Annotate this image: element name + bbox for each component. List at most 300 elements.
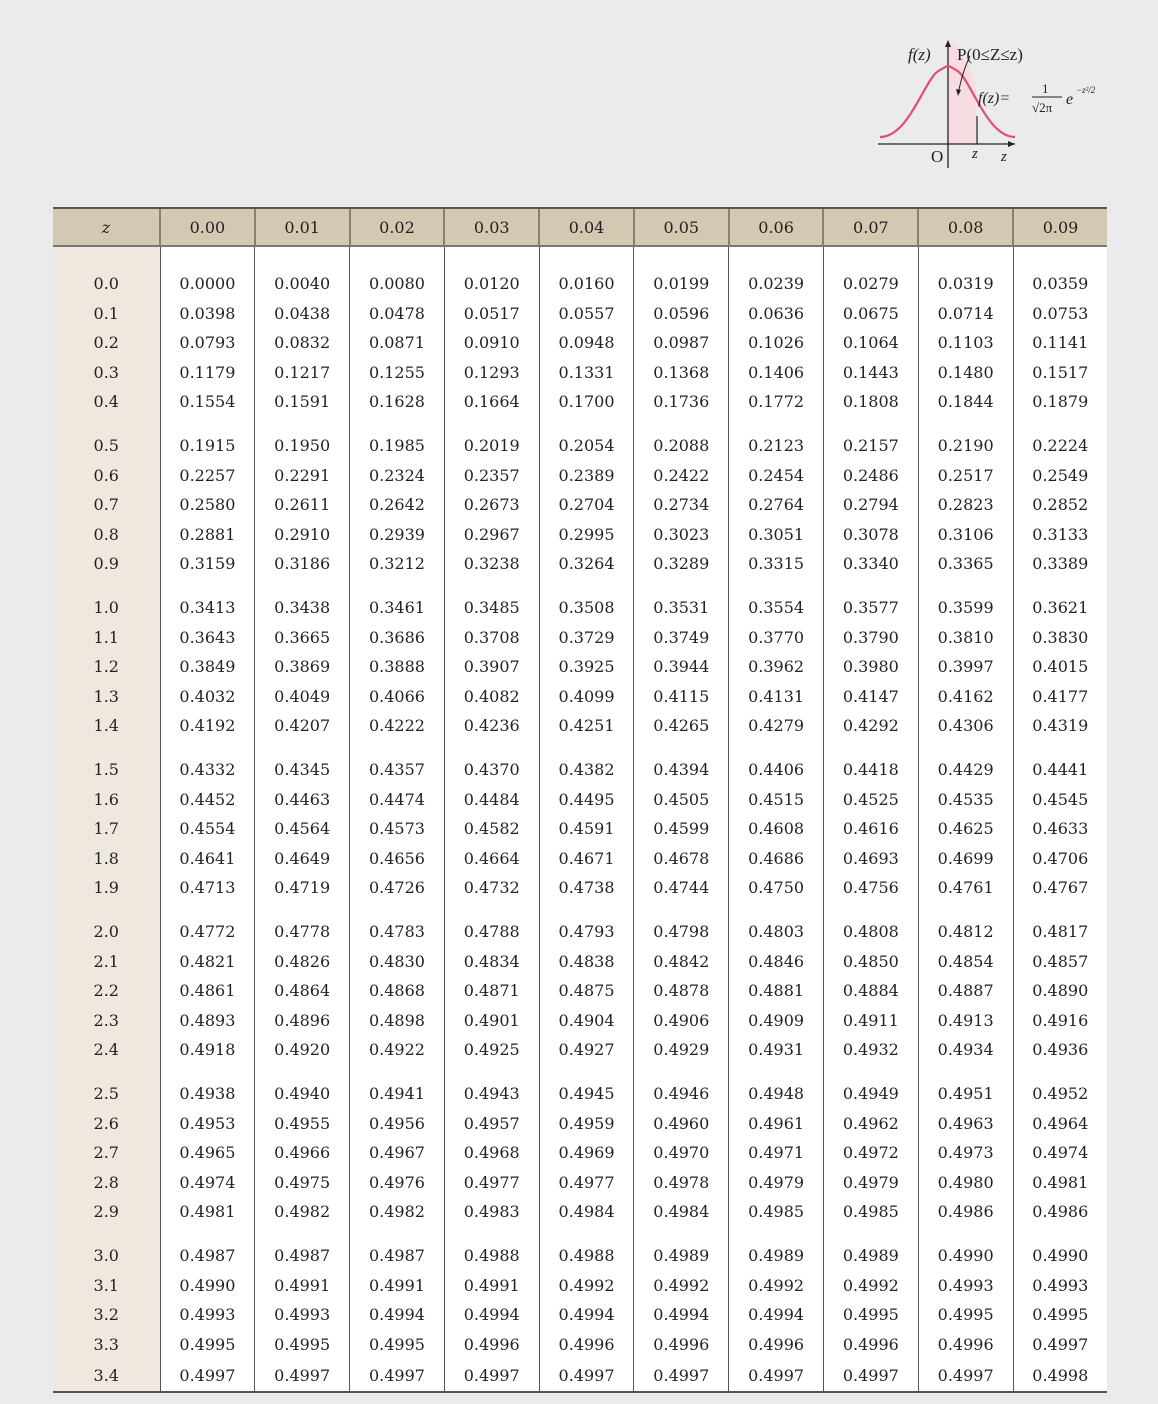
probability-cell: 0.4357 [350,755,445,785]
probability-cell: 0.4265 [634,711,729,741]
probability-cell: 0.4997 [729,1359,824,1392]
probability-cell: 0.4750 [729,873,824,903]
z-value-cell: 2.8 [53,1168,160,1198]
probability-cell: 0.4115 [634,682,729,712]
probability-cell: 0.1628 [350,387,445,417]
probability-cell: 0.4608 [729,814,824,844]
probability-cell: 0.4382 [539,755,634,785]
z-value-cell: 1.3 [53,682,160,712]
probability-cell: 0.1443 [823,358,918,388]
table-row [53,593,1107,623]
table-row [53,1241,1107,1271]
spacer-cell [1013,741,1107,756]
spacer-cell [255,741,350,756]
probability-cell: 0.0714 [918,299,1013,329]
probability-cell: 0.1517 [1013,358,1107,388]
probability-cell: 0.1179 [160,358,255,388]
probability-cell: 0.3749 [634,623,729,653]
spacer-cell [1013,417,1107,432]
z-value-cell: 2.4 [53,1035,160,1065]
z-value-cell: 0.5 [53,431,160,461]
probability-cell: 0.4633 [1013,814,1107,844]
probability-label: P(0≤Z≤z) [957,45,1023,64]
z-value-cell: 0.2 [53,328,160,358]
spacer-cell [53,1227,160,1242]
probability-cell: 0.4981 [160,1197,255,1227]
probability-cell: 0.1736 [634,387,729,417]
probability-cell: 0.4985 [729,1197,824,1227]
probability-cell: 0.3413 [160,593,255,623]
probability-cell: 0.4997 [918,1359,1013,1392]
probability-cell: 0.4306 [918,711,1013,741]
probability-cell: 0.4962 [823,1109,918,1139]
spacer-cell [350,1065,445,1080]
probability-cell: 0.4699 [918,844,1013,874]
probability-cell: 0.2088 [634,431,729,461]
table-row [53,461,1107,491]
group-spacer [53,1065,1107,1080]
group-spacer [53,1227,1107,1242]
spacer-cell [729,579,824,594]
probability-cell: 0.4738 [539,873,634,903]
probability-cell: 0.1368 [634,358,729,388]
probability-cell: 0.3577 [823,593,918,623]
probability-cell: 0.2357 [444,461,539,491]
spacer-cell [53,903,160,918]
z-value-cell: 2.2 [53,976,160,1006]
probability-cell: 0.4864 [255,976,350,1006]
formula-numerator: 1 [1042,81,1049,96]
probability-cell: 0.4887 [918,976,1013,1006]
probability-cell: 0.4987 [350,1241,445,1271]
probability-cell: 0.4941 [350,1079,445,1109]
probability-cell: 0.4997 [160,1359,255,1392]
probability-cell: 0.4966 [255,1138,350,1168]
probability-cell: 0.1700 [539,387,634,417]
probability-cell: 0.4998 [1013,1359,1107,1392]
spacer-cell [634,903,729,918]
z-marker-label: z [972,146,978,162]
spacer-cell [729,903,824,918]
probability-cell: 0.4798 [634,917,729,947]
spacer-cell [350,417,445,432]
probability-cell: 0.4664 [444,844,539,874]
table-row [53,431,1107,461]
probability-cell: 0.4319 [1013,711,1107,741]
spacer-cell [1013,579,1107,594]
spacer-cell [1013,1227,1107,1242]
probability-cell: 0.2157 [823,431,918,461]
probability-cell: 0.4904 [539,1006,634,1036]
probability-cell: 0.4918 [160,1035,255,1065]
probability-cell: 0.1064 [823,328,918,358]
probability-cell: 0.4949 [823,1079,918,1109]
probability-cell: 0.4992 [823,1271,918,1301]
probability-cell: 0.4932 [823,1035,918,1065]
probability-cell: 0.4732 [444,873,539,903]
z-value-cell: 3.0 [53,1241,160,1271]
spacer-cell [1013,903,1107,918]
probability-cell: 0.4989 [823,1241,918,1271]
probability-cell: 0.4744 [634,873,729,903]
z-value-cell: 3.1 [53,1271,160,1301]
spacer-cell [823,246,918,269]
table-row [53,785,1107,815]
z-value-cell: 2.1 [53,947,160,977]
probability-cell: 0.4981 [1013,1168,1107,1198]
probability-cell: 0.4996 [729,1330,824,1360]
table-row [53,1359,1107,1392]
probability-cell: 0.4535 [918,785,1013,815]
probability-cell: 0.4996 [918,1330,1013,1360]
probability-cell: 0.4525 [823,785,918,815]
probability-cell: 0.4993 [255,1300,350,1330]
probability-cell: 0.4927 [539,1035,634,1065]
table-row [53,299,1107,329]
probability-cell: 0.2291 [255,461,350,491]
spacer-cell [350,903,445,918]
probability-cell: 0.4573 [350,814,445,844]
spacer-cell [444,246,539,269]
origin-label: O [931,147,944,166]
probability-cell: 0.2190 [918,431,1013,461]
table-row [53,1300,1107,1330]
probability-cell: 0.1985 [350,431,445,461]
probability-cell: 0.0319 [918,269,1013,299]
spacer-cell [918,1065,1013,1080]
probability-cell: 0.4985 [823,1197,918,1227]
table-row [53,387,1107,417]
probability-cell: 0.4564 [255,814,350,844]
header-col: 0.09 [1013,208,1107,246]
z-value-cell: 0.7 [53,490,160,520]
probability-cell: 0.4975 [255,1168,350,1198]
z-value-cell: 3.4 [53,1359,160,1392]
spacer-cell [444,903,539,918]
table-row [53,711,1107,741]
probability-cell: 0.4868 [350,976,445,1006]
probability-cell: 0.4994 [729,1300,824,1330]
probability-cell: 0.4484 [444,785,539,815]
table-row [53,1138,1107,1168]
probability-cell: 0.4452 [160,785,255,815]
standard-normal-table [53,207,1107,1393]
probability-cell: 0.4896 [255,1006,350,1036]
spacer-cell [444,417,539,432]
probability-cell: 0.4429 [918,755,1013,785]
probability-cell: 0.4992 [539,1271,634,1301]
probability-cell: 0.4952 [1013,1079,1107,1109]
probability-cell: 0.4726 [350,873,445,903]
spacer-cell [160,1065,255,1080]
probability-cell: 0.4147 [823,682,918,712]
probability-cell: 0.1772 [729,387,824,417]
probability-cell: 0.4495 [539,785,634,815]
table-row [53,328,1107,358]
probability-cell: 0.4812 [918,917,1013,947]
probability-cell: 0.2224 [1013,431,1107,461]
spacer-cell [444,579,539,594]
probability-cell: 0.4909 [729,1006,824,1036]
table-row [53,976,1107,1006]
probability-cell: 0.3770 [729,623,824,653]
spacer-cell [918,1227,1013,1242]
probability-cell: 0.4671 [539,844,634,874]
probability-cell: 0.2673 [444,490,539,520]
probability-cell: 0.4901 [444,1006,539,1036]
probability-cell: 0.4961 [729,1109,824,1139]
probability-cell: 0.4979 [823,1168,918,1198]
probability-cell: 0.3531 [634,593,729,623]
probability-cell: 0.4767 [1013,873,1107,903]
spacer-cell [53,579,160,594]
probability-cell: 0.4916 [1013,1006,1107,1036]
z-value-cell: 0.1 [53,299,160,329]
header-col: 0.07 [823,208,918,246]
probability-cell: 0.4778 [255,917,350,947]
probability-cell: 0.4980 [918,1168,1013,1198]
probability-cell: 0.3925 [539,652,634,682]
probability-cell: 0.3212 [350,549,445,579]
probability-cell: 0.4938 [160,1079,255,1109]
probability-cell: 0.3106 [918,520,1013,550]
table-row [53,682,1107,712]
table-row [53,1079,1107,1109]
probability-cell: 0.4826 [255,947,350,977]
probability-cell: 0.4821 [160,947,255,977]
probability-cell: 0.4995 [1013,1300,1107,1330]
probability-cell: 0.4974 [160,1168,255,1198]
header-col: 0.01 [255,208,350,246]
probability-cell: 0.4997 [539,1359,634,1392]
probability-cell: 0.4846 [729,947,824,977]
z-value-cell: 0.0 [53,269,160,299]
probability-cell: 0.4222 [350,711,445,741]
probability-cell: 0.4984 [539,1197,634,1227]
spacer-cell [53,246,160,269]
probability-cell: 0.4997 [444,1359,539,1392]
probability-cell: 0.4995 [823,1300,918,1330]
probability-cell: 0.4803 [729,917,824,947]
probability-cell: 0.3849 [160,652,255,682]
probability-cell: 0.0120 [444,269,539,299]
table-row [53,549,1107,579]
probability-cell: 0.4920 [255,1035,350,1065]
probability-cell: 0.4788 [444,917,539,947]
probability-cell: 0.4049 [255,682,350,712]
probability-cell: 0.4857 [1013,947,1107,977]
probability-cell: 0.0557 [539,299,634,329]
probability-cell: 0.4995 [918,1300,1013,1330]
probability-cell: 0.4441 [1013,755,1107,785]
probability-cell: 0.4990 [160,1271,255,1301]
probability-cell: 0.3389 [1013,549,1107,579]
z-value-cell: 0.4 [53,387,160,417]
probability-cell: 0.1915 [160,431,255,461]
y-axis-label: f(z) [908,45,931,64]
spacer-cell [634,417,729,432]
z-value-cell: 0.3 [53,358,160,388]
probability-cell: 0.2995 [539,520,634,550]
probability-cell: 0.4925 [444,1035,539,1065]
probability-cell: 0.0040 [255,269,350,299]
probability-cell: 0.4554 [160,814,255,844]
probability-cell: 0.4991 [255,1271,350,1301]
spacer-cell [255,246,350,269]
formula-lhs: f(z)= [978,90,1011,107]
probability-cell: 0.4992 [729,1271,824,1301]
probability-cell: 0.4994 [539,1300,634,1330]
probability-cell: 0.4945 [539,1079,634,1109]
probability-cell: 0.0987 [634,328,729,358]
spacer-cell [918,741,1013,756]
table-row [53,652,1107,682]
probability-cell: 0.2324 [350,461,445,491]
spacer-cell [160,741,255,756]
probability-cell: 0.4162 [918,682,1013,712]
probability-cell: 0.1480 [918,358,1013,388]
table-row [53,269,1107,299]
spacer-cell [539,903,634,918]
probability-cell: 0.0910 [444,328,539,358]
probability-cell: 0.4991 [444,1271,539,1301]
probability-cell: 0.1950 [255,431,350,461]
probability-cell: 0.4332 [160,755,255,785]
probability-cell: 0.4997 [255,1359,350,1392]
probability-cell: 0.2422 [634,461,729,491]
probability-cell: 0.4418 [823,755,918,785]
probability-cell: 0.4995 [350,1330,445,1360]
probability-cell: 0.3461 [350,593,445,623]
table-row [53,1006,1107,1036]
probability-cell: 0.4997 [350,1359,445,1392]
probability-cell: 0.4082 [444,682,539,712]
table-row [53,814,1107,844]
probability-cell: 0.4963 [918,1109,1013,1139]
probability-cell: 0.4990 [918,1241,1013,1271]
probability-cell: 0.4931 [729,1035,824,1065]
probability-cell: 0.0279 [823,269,918,299]
header-col: 0.03 [444,208,539,246]
probability-cell: 0.3830 [1013,623,1107,653]
probability-cell: 0.4808 [823,917,918,947]
spacer-cell [160,579,255,594]
table-row [53,917,1107,947]
z-value-cell: 2.0 [53,917,160,947]
probability-cell: 0.2881 [160,520,255,550]
table-row [53,1168,1107,1198]
spacer-cell [53,417,160,432]
probability-cell: 0.4850 [823,947,918,977]
probability-cell: 0.0239 [729,269,824,299]
probability-cell: 0.3023 [634,520,729,550]
table-row [53,1109,1107,1139]
z-value-cell: 2.9 [53,1197,160,1227]
probability-cell: 0.4898 [350,1006,445,1036]
z-value-cell: 2.3 [53,1006,160,1036]
header-z: z [53,208,160,246]
probability-cell: 0.4678 [634,844,729,874]
spacer-cell [918,579,1013,594]
probability-cell: 0.4505 [634,785,729,815]
spacer-cell [160,417,255,432]
probability-cell: 0.4986 [918,1197,1013,1227]
probability-cell: 0.4957 [444,1109,539,1139]
probability-cell: 0.4599 [634,814,729,844]
probability-cell: 0.4656 [350,844,445,874]
probability-cell: 0.3665 [255,623,350,653]
probability-cell: 0.4929 [634,1035,729,1065]
probability-cell: 0.4641 [160,844,255,874]
probability-cell: 0.4881 [729,976,824,1006]
probability-cell: 0.4783 [350,917,445,947]
table-row [53,1035,1107,1065]
spacer-cell [444,741,539,756]
spacer-cell [823,741,918,756]
header-col: 0.08 [918,208,1013,246]
probability-cell: 0.4292 [823,711,918,741]
probability-cell: 0.1293 [444,358,539,388]
header-col: 0.00 [160,208,255,246]
spacer-cell [255,1227,350,1242]
probability-cell: 0.4973 [918,1138,1013,1168]
spacer-cell [160,246,255,269]
spacer-cell [634,579,729,594]
probability-cell: 0.4989 [729,1241,824,1271]
probability-cell: 0.3621 [1013,593,1107,623]
spacer-cell [255,903,350,918]
probability-cell: 0.2823 [918,490,1013,520]
formula-exp-base: e [1066,91,1074,108]
probability-cell: 0.3365 [918,549,1013,579]
probability-cell: 0.1879 [1013,387,1107,417]
probability-cell: 0.4970 [634,1138,729,1168]
spacer-cell [350,246,445,269]
probability-cell: 0.4616 [823,814,918,844]
probability-cell: 0.4996 [444,1330,539,1360]
probability-cell: 0.4955 [255,1109,350,1139]
spacer-cell [729,246,824,269]
spacer-cell [729,417,824,432]
spacer-cell [823,1227,918,1242]
probability-cell: 0.4934 [918,1035,1013,1065]
z-value-cell: 1.9 [53,873,160,903]
probability-cell: 0.4996 [634,1330,729,1360]
probability-cell: 0.0517 [444,299,539,329]
probability-cell: 0.4948 [729,1079,824,1109]
probability-cell: 0.4979 [729,1168,824,1198]
probability-cell: 0.4953 [160,1109,255,1139]
probability-cell: 0.3907 [444,652,539,682]
probability-cell: 0.4943 [444,1079,539,1109]
probability-cell: 0.4988 [539,1241,634,1271]
probability-cell: 0.0753 [1013,299,1107,329]
group-spacer [53,579,1107,594]
z-value-cell: 1.0 [53,593,160,623]
z-value-cell: 0.9 [53,549,160,579]
probability-cell: 0.4756 [823,873,918,903]
probability-cell: 0.4370 [444,755,539,785]
probability-cell: 0.4817 [1013,917,1107,947]
z-value-cell: 2.6 [53,1109,160,1139]
probability-cell: 0.0948 [539,328,634,358]
probability-cell: 0.4032 [160,682,255,712]
probability-cell: 0.3869 [255,652,350,682]
z-value-cell: 3.3 [53,1330,160,1360]
probability-cell: 0.2454 [729,461,824,491]
header-col: 0.04 [539,208,634,246]
spacer-cell [350,741,445,756]
